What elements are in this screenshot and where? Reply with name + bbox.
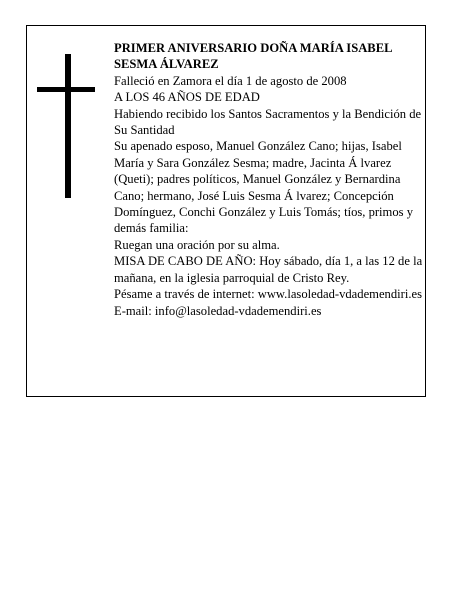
email-statement: E-mail: info@lasoledad-vdademendiri.es [114,303,322,318]
mass-statement: MISA DE CABO DE AÑO: Hoy sábado, día 1, a las 12 de la mañana, en la iglesia parroquial de Cristo Rey. [114,254,423,285]
cross-icon [37,54,95,198]
age-statement: A LOS 46 AÑOS DE EDAD [114,90,260,105]
notice-text [114,40,424,319]
cross-horizontal-bar [37,87,95,92]
sacraments-statement: Habiendo recibido los Santos Sacramentos y la Bendición de Su Santidad [114,106,422,138]
family-statement: Su apenado esposo, Manuel González Cano; hijas, Isabel María y Sara González Sesma; madre, Jacinta Á lvarez (Queti); padres políticos, Manuel González y Bernardina Cano; hermano, José Luis Sesma Á lvarez; Concepción Domínguez, Conchi González y Luis Tomás; tíos, primos y demás familia: [114,139,413,236]
obituary-notice [26,25,426,397]
death-statement: Falleció en Zamora el día 1 de agosto de 2008 [114,73,347,88]
condolences-statement: Pésame a través de internet: www.lasoledad-vdademendiri.es [114,287,422,302]
cross-vertical-bar [65,54,71,198]
notice-title: PRIMER ANIVERSARIO DOÑA MARÍA ISABEL SESMA ÁLVAREZ [114,41,392,72]
prayer-statement: Ruegan una oración por su alma. [114,237,280,252]
